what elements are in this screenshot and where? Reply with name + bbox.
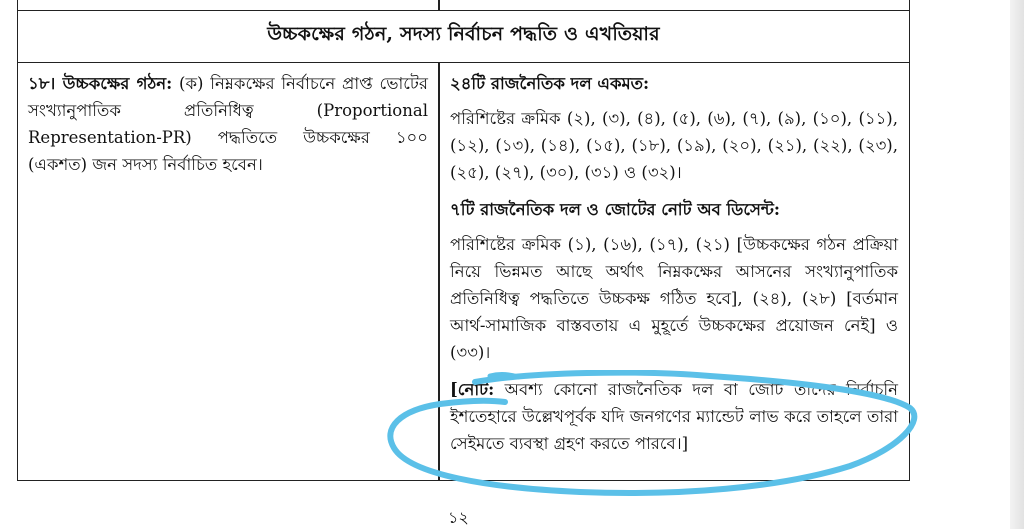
section1-heading: ২৪টি রাজনৈতিক দল একমত: bbox=[450, 74, 650, 93]
left-heading: ১৮। উচ্চকক্ষের গঠন: bbox=[28, 74, 173, 93]
page-edge bbox=[1010, 0, 1024, 529]
left-text: (ক) নিম্নকক্ষের নির্বাচনে প্রাপ্ত ভোটের সংখ্যানুপাতিক প্রতিনিধিত্ব (Proportional Representation-PR) পদ্ধতিতে উচ্চকক্ষের ১০০ (একশত) জন সদস্য নির্বাচিত হবেন। bbox=[28, 74, 428, 174]
note-label: [নোট: bbox=[450, 380, 495, 399]
section1-text: পরিশিষ্টের ক্রমিক (২), (৩), (৪), (৫), (৬), (৭), (৯), (১০), (১১), (১২), (১৩), (১৪), (১৫), (১৮), (১৯), (২০), (২১), (২২), (২৩), (২৫), (২৭), (৩০), (৩১) ও (৩২)। bbox=[450, 109, 898, 182]
section2-text: পরিশিষ্টের ক্রমিক (১), (১৬), (১৭), (২১) [উচ্চকক্ষের গঠন প্রক্রিয়া নিয়ে ভিন্নমত আছে অর্থাৎ নিম্নকক্ষের আসনের সংখ্যানুপাতিক প্রতিনিধিত্ব পদ্ধতিতে উচ্চকক্ষ গঠিত হবে], (২৪), (২৮) [বর্তমান আর্থ-সামাজিক বাস্তবতায় এ মুহূর্তে উচ্চকক্ষের প্রয়োজন নেই] ও (৩৩)। bbox=[450, 235, 898, 362]
table-title: উচ্চকক্ষের গঠন, সদস্য নির্বাচন পদ্ধতি ও এখতিয়ার bbox=[267, 23, 660, 45]
section2-heading: ৭টি রাজনৈতিক দল ও জোটের নোট অব ডিসেন্ট: bbox=[450, 200, 780, 219]
column-divider bbox=[438, 62, 440, 480]
right-cell bbox=[450, 70, 898, 457]
page-number: ১২ bbox=[448, 508, 469, 527]
table-title-row bbox=[18, 10, 909, 63]
note-text: অবশ্য কোনো রাজনৈতিক দল বা জোট তাদের নির্বাচনি ইশতেহারে উল্লেখপূর্বক যদি জনগণের ম্যান্ডেট লাভ করে তাহলে তারা সেইমতে ব্যবস্থা গ্রহণ করতে পারবে।] bbox=[450, 380, 898, 453]
top-strip-divider bbox=[438, 0, 440, 10]
content-table bbox=[17, 0, 910, 481]
note-paragraph bbox=[450, 376, 898, 457]
left-cell bbox=[28, 70, 428, 178]
